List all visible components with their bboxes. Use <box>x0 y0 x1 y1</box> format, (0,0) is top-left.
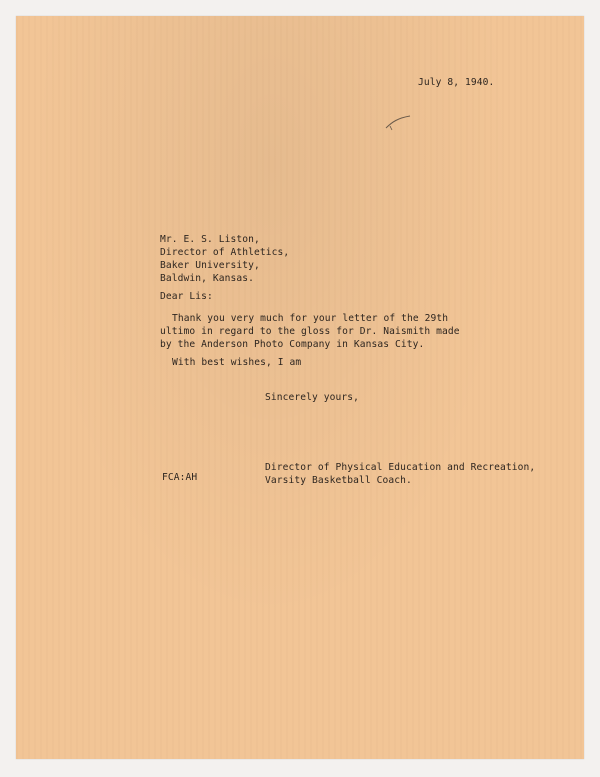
reference-initials: FCA:AH <box>162 472 198 483</box>
pencil-mark <box>384 112 414 132</box>
signature-block <box>265 461 535 487</box>
closing: Sincerely yours, <box>265 392 360 403</box>
recipient-line: Mr. E. S. Liston, <box>160 234 260 245</box>
signature-line: Varsity Basketball Coach. <box>265 475 412 486</box>
wishes-line: With best wishes, I am <box>172 357 302 368</box>
signature-line: Director of Physical Education and Recreation, <box>265 462 536 473</box>
recipient-address <box>160 233 289 285</box>
letter-date: July 8, 1940. <box>418 77 495 88</box>
body-line: by the Anderson Photo Company in Kansas City. <box>160 339 425 350</box>
body-line: ultimo in regard to the gloss for Dr. Naismith made <box>160 326 460 337</box>
letter-page <box>16 16 584 759</box>
recipient-line: Director of Athletics, <box>160 247 290 258</box>
letter-body <box>160 312 460 351</box>
recipient-line: Baldwin, Kansas. <box>160 273 255 284</box>
salutation: Dear Lis: <box>160 291 213 302</box>
recipient-line: Baker University, <box>160 260 260 271</box>
body-line: Thank you very much for your letter of the 29th <box>172 313 449 324</box>
